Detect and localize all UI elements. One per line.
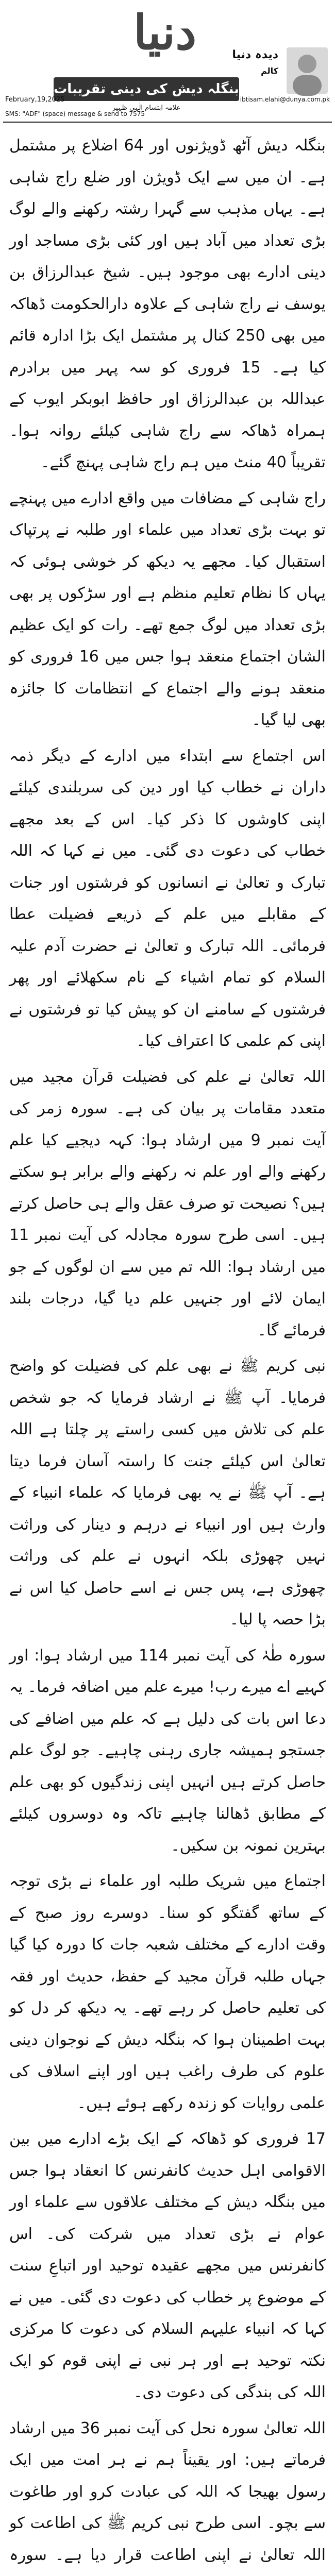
article-paragraph: اللہ تعالیٰ سورہ نحل کی آیت نمبر 36 میں ارشاد فرماتے ہیں: اور یقیناً ہم نے ہر امت میں ایک رسول بھیجا کہ اللہ کی عبادت کرو اور طاغوت سے بچو۔ اسی طرح نبی کریم ﷺ کی اطاعت کو اللہ تعالیٰ نے اپنی اطاعت قرار دیا ہے۔ سورہ (9, 2413, 326, 2576)
article-body (9, 130, 326, 2443)
article-paragraph: سورہ طٰہٰ کی آیت نمبر 114 میں ارشاد ہوا: اور کہیے اے میرے رب! میرے علم میں اضافہ فرما۔ یہ دعا اس بات کی دلیل ہے کہ علم میں اضافے کی جستجو ہمیشہ جاری رہنی چاہیے۔ جو لوگ علم حاصل کرتے ہیں انہیں اپنی زندگیوں کو بھی علم کے مطابق ڈھالنا چاہیے تاکہ وہ دوسروں کیلئے بہترین نمونہ بن سکیں۔ (9, 1640, 326, 1862)
publish-date: February,19,2025 (5, 96, 65, 104)
headline-band (54, 77, 239, 101)
article-headline: بنگلہ دیش کی دینی تقریبات (54, 77, 239, 101)
header-divider (3, 122, 332, 123)
article-paragraph: 17 فروری کو ڈھاکہ کے ایک بڑے ادارے میں بین الاقوامی اہل حدیث کانفرنس کا انعقاد ہوا جس میں بنگلہ دیش کے مختلف علاقوں سے علماء اور عوام نے بڑی تعداد میں شرکت کی۔ اس کانفرنس میں مجھے عقیدہ توحید اور اتباعِ سنت کے موضوع پر خطاب کی دعوت دی گئی۔ میں نے کہا کہ انبیاء علیہم السلام کی دعوت کا مرکزی نکتہ توحید ہے اور ہر نبی نے اپنی قوم کو ایک اللہ کی بندگی کی دعوت دی۔ (9, 2123, 326, 2409)
sms-info: SMS: "ADF" (space) message & send to 7575 (5, 110, 145, 117)
article-paragraph: راج شاہی کے مضافات میں واقع ادارے میں پہنچے تو بہت بڑی تعداد میں علماء اور طلبہ نے پرتپاک استقبال کیا۔ مجھے یہ دیکھ کر خوشی ہوئی کہ یہاں کا نظام تعلیم منظم ہے اور سڑکوں پر بھی بڑی تعداد میں لوگ جمع تھے۔ رات کو ایک عظیم الشان اجتماع منعقد ہوا جس میں 16 فروری کو منعقد ہونے والے اجتماع کے انتظامات کا جائزہ بھی لیا گیا۔ (9, 483, 326, 736)
author-photo (287, 47, 328, 94)
article-paragraph: بنگلہ دیش آٹھ ڈویژنوں اور 64 اضلاع پر مشتمل ہے۔ ان میں سے ایک ڈویژن اور ضلع راج شاہی ہے۔ یہاں مذہب سے گہرا رشتہ رکھنے والے لوگ بڑی تعداد میں آباد ہیں اور کئی بڑی مساجد اور دینی ادارے بھی موجود ہیں۔ شیخ عبدالرزاق بن یوسف نے راج شاہی کے علاوہ دارالحکومت ڈھاکہ میں بھی 250 کنال پر مشتمل ایک بڑا ادارہ قائم کیا ہے۔ 15 فروری کو سہ پہر میں برادرم عبداللہ بن عبدالرزاق اور حافظ ابوبکر ایوب کے ہمراہ ڈھاکہ سے راج شاہی کیلئے روانہ ہوا۔ تقریباً 40 منٹ میں ہم راج شاہی پہنچ گئے۔ (9, 130, 326, 479)
logo-text: دنیا (98, 3, 232, 62)
column-subtitle: کالم (261, 66, 278, 76)
author-byline: علامہ ابتسام الٰہی ظہیر (54, 104, 239, 112)
article-paragraph: اجتماع میں شریک طلبہ اور علماء نے بڑی توجہ کے ساتھ گفتگو کو سنا۔ دوسرے روز صبح کے وقت ادارے کے مختلف شعبہ جات کا دورہ کیا گیا جہاں طلبہ قرآن مجید کے حفظ، حدیث اور فقہ کی تعلیم حاصل کر رہے تھے۔ یہ دیکھ کر دل کو بہت اطمینان ہوا کہ بنگلہ دیش کے نوجوان دینی علوم کی طرف راغب ہیں اور اپنے اسلاف کی علمی روایات کو زندہ رکھے ہوئے ہیں۔ (9, 1866, 326, 2119)
column-name: دیدہ دنیا (232, 48, 278, 61)
author-email: ibtisam.elahi@dunya.com.pk (240, 96, 330, 103)
masthead (0, 0, 335, 129)
newspaper-logo (98, 3, 232, 62)
article-paragraph: نبی کریم ﷺ نے بھی علم کی فضیلت کو واضح فرمایا۔ آپ ﷺ نے ارشاد فرمایا کہ جو شخص علم کی تلاش میں کسی راستے پر چلتا ہے اللہ تعالیٰ اس کیلئے جنت کا راستہ آسان فرما دیتا ہے۔ آپ ﷺ نے یہ بھی فرمایا کہ علماء انبیاء کے وارث ہیں اور انبیاء نے درہم و دینار کی وراثت نہیں چھوڑی بلکہ انہوں نے علم کی وراثت چھوڑی ہے، پس جس نے اسے حاصل کیا اس نے بڑا حصہ پا لیا۔ (9, 1350, 326, 1636)
article-paragraph: اللہ تعالیٰ نے علم کی فضیلت قرآن مجید میں متعدد مقامات پر بیان کی ہے۔ سورہ زمر کی آیت نمبر 9 میں ارشاد ہوا: کہہ دیجیے کیا علم رکھنے والے اور علم نہ رکھنے والے برابر ہو سکتے ہیں؟ نصیحت تو صرف عقل والے ہی حاصل کرتے ہیں۔ اسی طرح سورہ مجادلہ کی آیت نمبر 11 میں ارشاد ہوا: اللہ تم میں سے ان لوگوں کے جو ایمان لائے اور جنہیں علم دیا گیا، درجات بلند فرمائے گا۔ (9, 1061, 326, 1347)
article-paragraph: اس اجتماع سے ابتداء میں ادارے کے دیگر ذمہ داران نے خطاب کیا اور دین کی سربلندی کیلئے اپنی کاوشوں کا ذکر کیا۔ اس کے بعد مجھے خطاب کی دعوت دی گئی۔ میں نے کہا کہ اللہ تبارک و تعالیٰ نے انسانوں کو فرشتوں اور جنات کے مقابلے میں علم کے ذریعے فضیلت عطا فرمائی۔ اللہ تبارک و تعالیٰ نے حضرت آدم علیہ السلام کو تمام اشیاء کے نام سکھلائے اور پھر فرشتوں کے سامنے ان کو پیش کیا تو فرشتوں نے اپنی کم علمی کا اعتراف کیا۔ (9, 740, 326, 1057)
